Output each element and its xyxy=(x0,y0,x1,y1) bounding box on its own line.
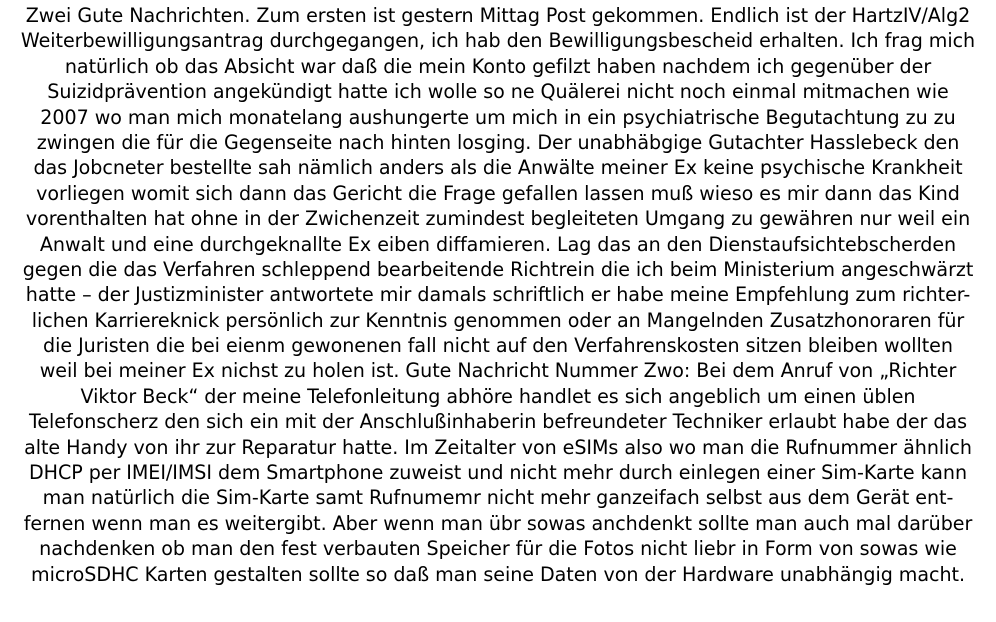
text-line: gegen die das Verfahren schleppend bearbeitende Richtrein die ich beim Ministerium angeschwärzt xyxy=(22,257,974,281)
body-text xyxy=(0,3,996,587)
text-line: microSDHC Karten gestalten sollte so daß man seine Daten von der Hardware unabhängig macht. xyxy=(31,562,965,586)
text-line: Zwei Gute Nachrichten. Zum ersten ist gestern Mittag Post gekommen. Endlich ist der HartzIV/Alg2 xyxy=(25,4,971,27)
text-line: man natürlich die Sim-Karte samt Rufnumemr nicht mehr ganzeifach selbst aus dem Gerät ent- xyxy=(42,486,954,510)
text-line: die Juristen die bei eienm gewonenen fall nicht auf den Verfahrenskosten sitzen bleiben wollten xyxy=(43,334,953,358)
text-line: weil bei meiner Ex nichst zu holen ist. Gute Nachricht Nummer Zwo: Bei dem Anruf von „Richter xyxy=(39,359,957,383)
text-line: lichen Karriereknick persönlich zur Kenntnis genommen oder an Mangelnden Zusatzhonoraren für xyxy=(31,308,965,332)
text-line: alte Handy von ihr zur Reparatur hatte. Im Zeitalter von eSIMs also wo man die Rufnummer ähnlich xyxy=(24,435,972,459)
text-line: Viktor Beck“ der meine Telefonleitung abhöre handlet es sich angeblich um einen üblen xyxy=(80,384,916,408)
text-line: vorliegen womit sich dann das Gericht die Frage gefallen lassen muß wieso es mir dann das Kind xyxy=(36,181,960,205)
text-line: natürlich ob das Absicht war daß die mein Konto gefilzt haben nachdem ich gegenüber der xyxy=(64,54,932,78)
text-line: fernen wenn man es weitergibt. Aber wenn man übr sowas anchdenkt sollte man auch mal darüber xyxy=(23,511,973,535)
text-line: vorenthalten hat ohne in der Zwichenzeit zumindest begleiteten Umgang zu gewähren nur weil ein xyxy=(25,207,971,231)
text-line: das Jobcneter bestellte sah nämlich anders als die Anwälte meiner Ex keine psychische Krankheit xyxy=(33,156,963,180)
text-line: DHCP per IMEI/IMSI dem Smartphone zuweist und nicht mehr durch einlegen einer Sim-Karte kann xyxy=(28,461,967,485)
text-line: Suizidprävention angekündigt hatte ich wolle so ne Quälerei nicht noch einmal mitmachen wie xyxy=(47,80,949,104)
text-line: Anwalt und eine durchgeknallte Ex eiben diffamieren. Lag das an den Dienstaufsichtebscherden xyxy=(39,232,957,256)
text-line: nachdenken ob man den fest verbauten Speicher für die Fotos nicht liebr in Form von sowas wie xyxy=(39,537,957,561)
text-line: 2007 wo man mich monatelang aushungerte um mich in ein psychiatrische Begutachtung zu zu xyxy=(40,105,956,129)
text-line: hatte – der Justizminister antwortete mir damals schriftlich er habe meine Empfehlung zum richter- xyxy=(25,283,971,307)
text-line: zwingen die für die Gegenseite nach hinten losging. Der unabhäbgige Gutachter Hasslebeck den xyxy=(36,130,960,154)
text-line: Telefonscherz den sich ein mit der Anschlußinhaberin befreundeter Techniker erlaubt habe der das xyxy=(28,410,967,434)
text-line: Weiterbewilligungsantrag durchgegangen, ich hab den Bewilligungsbescheid erhalten. Ich frag mich xyxy=(20,29,976,53)
